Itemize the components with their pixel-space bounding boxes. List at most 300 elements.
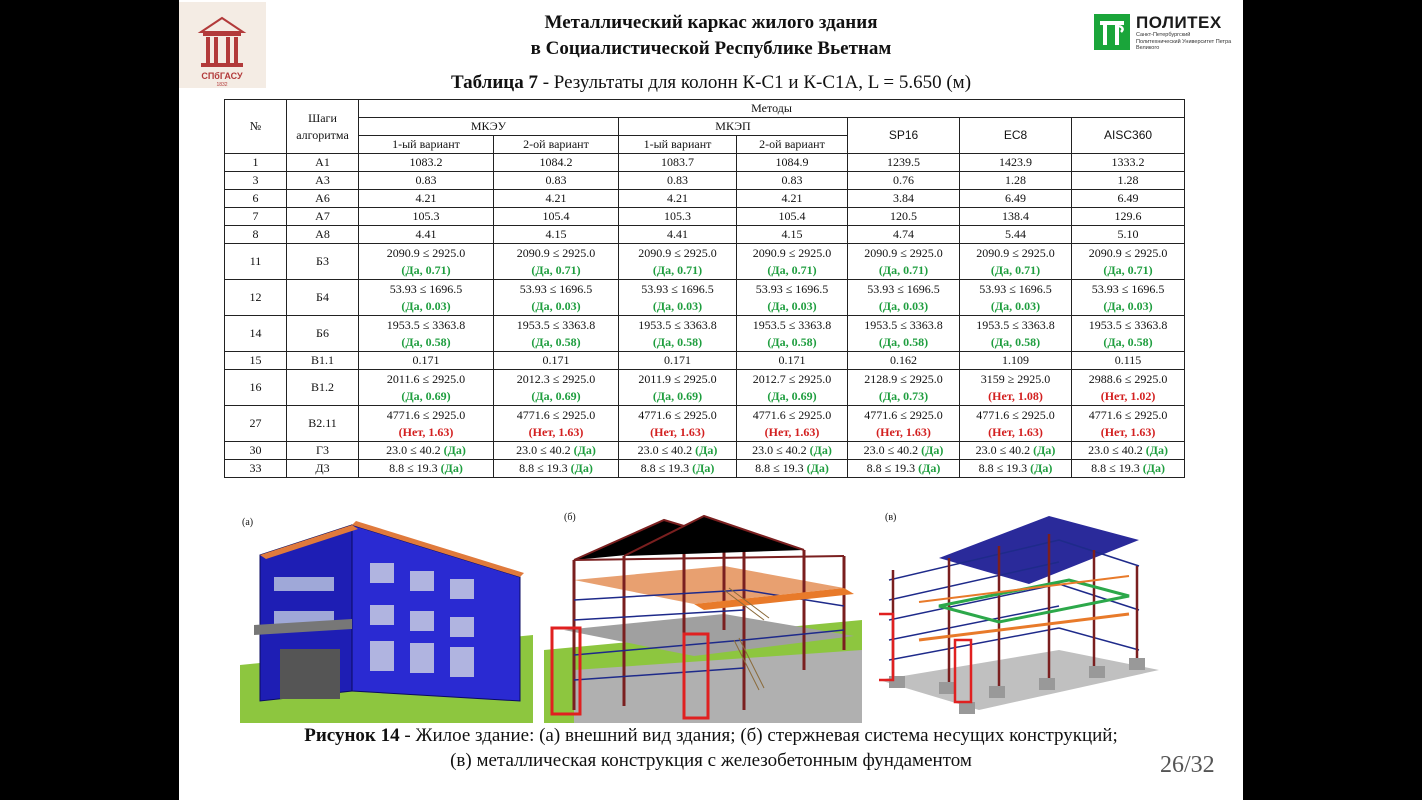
cell-value-text: 0.83	[781, 173, 803, 187]
status-no: (Нет, 1.02)	[1100, 388, 1156, 403]
cell-value-text: 2011.6 ≤ 2925.0	[386, 371, 466, 386]
figure-a-exterior	[240, 515, 533, 723]
cell-value	[960, 352, 1072, 370]
status-yes: (Да, 0.71)	[1103, 262, 1153, 277]
cell-value-text: 1083.7	[661, 155, 694, 169]
col-sub-mkeu-v1: 1-ый вариант	[359, 136, 494, 154]
cell-value-text: 6.49	[1117, 191, 1139, 205]
polytech-icon	[1094, 14, 1130, 50]
cell-value	[737, 316, 848, 352]
cell-value	[1072, 352, 1185, 370]
status-yes: (Да, 0.69)	[531, 388, 581, 403]
cell-value	[960, 442, 1072, 460]
cell-value-text: 23.0 ≤ 40.2	[1088, 443, 1146, 457]
cell-value-text: 0.171	[778, 353, 806, 367]
col-sub-mkep-v1: 1-ый вариант	[619, 136, 737, 154]
cell-value	[848, 442, 960, 460]
status-yes: (Да, 0.58)	[401, 334, 451, 349]
cell-value	[494, 172, 619, 190]
cell-value	[848, 190, 960, 208]
cell-value	[1072, 226, 1185, 244]
status-yes: (Да)	[1145, 443, 1168, 457]
col-header-steps: Шаги алгоритма	[287, 100, 359, 154]
cell-value	[619, 208, 737, 226]
status-yes: (Да)	[1142, 461, 1165, 475]
cell-value	[960, 226, 1072, 244]
status-yes: (Да, 0.71)	[878, 262, 929, 277]
cell-value-text: 53.93 ≤ 1696.5	[389, 281, 463, 296]
cell-value-text: 1239.5	[887, 155, 920, 169]
cell-value-text: 4.21	[781, 191, 803, 205]
cell-value	[359, 190, 494, 208]
figure-b-label: (б)	[564, 512, 576, 523]
cell-value	[848, 352, 960, 370]
cell-value	[494, 154, 619, 172]
cell-value	[619, 280, 737, 316]
slide-title-line2: в Социалистической Республике Вьетнам	[530, 38, 892, 59]
cell-no: 7	[225, 208, 287, 226]
cell-value-text: 53.93 ≤ 1696.5	[1091, 281, 1165, 296]
cell-step: Д3	[287, 460, 359, 478]
cell-value	[960, 316, 1072, 352]
cell-value-text: 23.0 ≤ 40.2	[637, 443, 696, 457]
figure-b-frame	[544, 510, 862, 723]
cell-step: A3	[287, 172, 359, 190]
cell-value	[960, 244, 1072, 280]
cell-value-text: 1.28	[1117, 173, 1139, 187]
cell-value	[494, 442, 619, 460]
cell-value-text: 53.93 ≤ 1696.5	[641, 281, 714, 296]
cell-value	[359, 352, 494, 370]
cell-value	[1072, 280, 1185, 316]
cell-value-text: 105.3	[412, 209, 440, 223]
status-no: (Нет, 1.63)	[764, 424, 820, 439]
table-row	[225, 226, 1185, 244]
status-yes: (Да, 0.71)	[767, 262, 817, 277]
col-group-mkeu: МКЭУ	[359, 118, 619, 136]
cell-value-text: 2988.6 ≤ 2925.0	[1088, 371, 1168, 386]
cell-step: B2.11	[287, 406, 359, 442]
cell-value-text: 8.8 ≤ 19.3	[755, 461, 807, 475]
table-row	[225, 172, 1185, 190]
cell-step: B1.1	[287, 352, 359, 370]
status-yes: (Да)	[806, 461, 829, 475]
cell-value	[359, 442, 494, 460]
cell-value-text: 2090.9 ≤ 2925.0	[864, 245, 943, 260]
table-row	[225, 244, 1185, 280]
status-yes: (Да, 0.71)	[990, 262, 1041, 277]
figure-caption-text: - Жилое здание: (а) внешний вид здания; (б) стержневая система несущих конструкций;	[399, 725, 1118, 746]
cell-value-text: 4.15	[781, 227, 803, 241]
status-yes: (Да, 0.58)	[531, 334, 581, 349]
cell-step: A8	[287, 226, 359, 244]
cell-value	[737, 280, 848, 316]
col-header-methods: Методы	[359, 100, 1185, 118]
cell-value	[359, 208, 494, 226]
cell-value-text: 4.41	[667, 227, 688, 241]
cell-value-text: 1953.5 ≤ 3363.8	[1088, 317, 1168, 332]
cell-value-text: 23.0 ≤ 40.2	[752, 443, 810, 457]
cell-value-text: 2128.9 ≤ 2925.0	[864, 371, 943, 386]
status-yes: (Да, 0.73)	[878, 388, 929, 403]
cell-value	[359, 280, 494, 316]
cell-value-text: 53.93 ≤ 1696.5	[867, 281, 940, 296]
cell-value	[619, 226, 737, 244]
cell-value	[619, 190, 737, 208]
cell-value-text: 2090.9 ≤ 2925.0	[386, 245, 466, 260]
status-yes: (Да)	[809, 443, 832, 457]
cell-value-text: 4771.6 ≤ 2925.0	[976, 407, 1055, 422]
status-yes: (Да, 0.58)	[990, 334, 1041, 349]
cell-value-text: 0.171	[412, 353, 440, 367]
cell-value	[1072, 316, 1185, 352]
status-yes: (Да, 0.03)	[401, 298, 451, 313]
cell-value	[960, 154, 1072, 172]
cell-value	[960, 370, 1072, 406]
cell-value-text: 1.28	[1005, 173, 1026, 187]
status-no: (Нет, 1.63)	[988, 424, 1043, 439]
cell-value	[737, 226, 848, 244]
cell-value-text: 2090.9 ≤ 2925.0	[1088, 245, 1168, 260]
cell-value	[737, 442, 848, 460]
cell-value	[848, 406, 960, 442]
col-header-ec8: EC8	[960, 118, 1072, 154]
status-yes: (Да)	[695, 443, 718, 457]
figure-caption-label: Рисунок 14	[304, 725, 400, 746]
cell-value	[737, 370, 848, 406]
cell-value-text: 4771.6 ≤ 2925.0	[752, 407, 832, 422]
cell-value	[1072, 370, 1185, 406]
cell-value	[848, 172, 960, 190]
cell-value-text: 2090.9 ≤ 2925.0	[976, 245, 1055, 260]
cell-value	[848, 226, 960, 244]
cell-value-text: 105.3	[664, 209, 691, 223]
cell-value	[1072, 244, 1185, 280]
cell-value	[494, 316, 619, 352]
cell-value	[359, 460, 494, 478]
cell-value-text: 53.93 ≤ 1696.5	[519, 281, 593, 296]
status-yes: (Да)	[692, 461, 715, 475]
cell-value-text: 4771.6 ≤ 2925.0	[638, 407, 717, 422]
status-yes: (Да, 0.03)	[1103, 298, 1153, 313]
cell-value-text: 1953.5 ≤ 3363.8	[752, 317, 832, 332]
cell-no: 11	[225, 244, 287, 280]
cell-value-text: 0.83	[545, 173, 567, 187]
table-row	[225, 352, 1185, 370]
cell-value-text: 2090.9 ≤ 2925.0	[752, 245, 832, 260]
cell-value	[737, 208, 848, 226]
cell-value	[619, 442, 737, 460]
figure-a-label: (а)	[242, 517, 254, 528]
cell-value-text: 1953.5 ≤ 3363.8	[386, 317, 466, 332]
col-group-mkep: МКЭП	[619, 118, 848, 136]
status-no: (Нет, 1.63)	[528, 424, 584, 439]
cell-value	[960, 190, 1072, 208]
cell-value	[848, 370, 960, 406]
cell-value-text: 4.21	[545, 191, 567, 205]
cell-value-text: 138.4	[1002, 209, 1029, 223]
status-yes: (Да, 0.69)	[652, 388, 703, 403]
cell-value	[1072, 172, 1185, 190]
cell-value	[619, 316, 737, 352]
cell-value-text: 1953.5 ≤ 3363.8	[638, 317, 717, 332]
cell-value-text: 4771.6 ≤ 2925.0	[864, 407, 943, 422]
status-yes: (Да, 0.58)	[767, 334, 817, 349]
cell-value	[619, 172, 737, 190]
cell-value-text: 5.10	[1117, 227, 1139, 241]
cell-value-text: 2090.9 ≤ 2925.0	[638, 245, 717, 260]
cell-value	[1072, 208, 1185, 226]
cell-value-text: 105.4	[778, 209, 806, 223]
cell-value	[960, 208, 1072, 226]
polytech-logo	[1094, 14, 1234, 54]
table-row	[225, 316, 1185, 352]
cell-value	[619, 460, 737, 478]
cell-value-text: 1084.2	[539, 155, 573, 169]
cell-step: Г3	[287, 442, 359, 460]
figure-c-foundation	[879, 510, 1159, 723]
cell-value-text: 53.93 ≤ 1696.5	[979, 281, 1052, 296]
cell-value-text: 23.0 ≤ 40.2	[516, 443, 574, 457]
cell-value	[359, 244, 494, 280]
cell-value	[359, 316, 494, 352]
table-row	[225, 190, 1185, 208]
status-yes: (Да)	[1033, 443, 1056, 457]
table-row	[225, 154, 1185, 172]
col-sub-mkeu-v2: 2-ой вариант	[494, 136, 619, 154]
status-yes: (Да)	[573, 443, 596, 457]
status-yes: (Да, 0.03)	[990, 298, 1041, 313]
table-row	[225, 370, 1185, 406]
cell-value-text: 23.0 ≤ 40.2	[975, 443, 1034, 457]
col-header-aisc360: AISC360	[1072, 118, 1185, 154]
cell-value	[737, 460, 848, 478]
cell-value	[359, 226, 494, 244]
status-yes: (Да)	[570, 461, 593, 475]
cell-value-text: 1953.5 ≤ 3363.8	[516, 317, 596, 332]
cell-value-text: 1953.5 ≤ 3363.8	[864, 317, 943, 332]
cell-value-text: 23.0 ≤ 40.2	[863, 443, 922, 457]
cell-no: 3	[225, 172, 287, 190]
cell-value	[960, 406, 1072, 442]
cell-no: 15	[225, 352, 287, 370]
cell-value-text: 23.0 ≤ 40.2	[386, 443, 444, 457]
cell-value-text: 4.41	[415, 227, 437, 241]
status-yes: (Да, 0.03)	[878, 298, 929, 313]
table-row	[225, 406, 1185, 442]
cell-value	[494, 280, 619, 316]
cell-value	[848, 244, 960, 280]
cell-step: Б4	[287, 280, 359, 316]
table-row	[225, 460, 1185, 478]
cell-value	[960, 460, 1072, 478]
cell-value	[960, 172, 1072, 190]
status-yes: (Да, 0.58)	[878, 334, 929, 349]
cell-value-text: 8.8 ≤ 19.3	[978, 461, 1031, 475]
cell-value-text: 0.115	[1114, 353, 1142, 367]
cell-value-text: 1953.5 ≤ 3363.8	[976, 317, 1055, 332]
table-row	[225, 442, 1185, 460]
figure-caption-line1	[179, 725, 1243, 747]
status-yes: (Да, 0.69)	[401, 388, 451, 403]
cell-value-text: 105.4	[542, 209, 570, 223]
cell-step: A1	[287, 154, 359, 172]
cell-value-text: 120.5	[890, 209, 917, 223]
cell-no: 6	[225, 190, 287, 208]
cell-value-text: 53.93 ≤ 1696.5	[755, 281, 829, 296]
cell-no: 8	[225, 226, 287, 244]
cell-value	[619, 244, 737, 280]
cell-value-text: 8.8 ≤ 19.3	[389, 461, 441, 475]
status-yes: (Да)	[918, 461, 941, 475]
cell-value	[494, 460, 619, 478]
results-table	[224, 99, 1185, 478]
status-no: (Нет, 1.08)	[988, 388, 1043, 403]
cell-value-text: 0.162	[890, 353, 917, 367]
cell-value	[848, 154, 960, 172]
status-yes: (Да, 0.71)	[652, 262, 703, 277]
cell-value-text: 0.76	[893, 173, 914, 187]
cell-value-text: 8.8 ≤ 19.3	[519, 461, 571, 475]
cell-value-text: 4.21	[415, 191, 437, 205]
cell-value	[737, 154, 848, 172]
cell-value	[359, 406, 494, 442]
status-yes: (Да, 0.03)	[767, 298, 817, 313]
status-yes: (Да, 0.69)	[767, 388, 817, 403]
cell-value-text: 8.8 ≤ 19.3	[866, 461, 919, 475]
figure-caption-line2: (в) металлическая конструкция с железобетонным фундаментом	[450, 750, 972, 771]
cell-step: Б3	[287, 244, 359, 280]
cell-value	[737, 352, 848, 370]
cell-value	[494, 208, 619, 226]
cell-value	[1072, 442, 1185, 460]
table-row	[225, 208, 1185, 226]
cell-value-text: 3.84	[893, 191, 914, 205]
cell-value	[619, 406, 737, 442]
cell-value	[494, 352, 619, 370]
cell-value	[1072, 406, 1185, 442]
status-yes: (Да)	[443, 443, 466, 457]
status-yes: (Да, 0.71)	[401, 262, 451, 277]
cell-value	[737, 244, 848, 280]
cell-value-text: 4.74	[893, 227, 914, 241]
cell-no: 16	[225, 370, 287, 406]
cell-value-text: 2011.9 ≤ 2925.0	[638, 371, 717, 386]
cell-value	[359, 370, 494, 406]
status-yes: (Да)	[440, 461, 463, 475]
cell-value	[848, 316, 960, 352]
cell-value-text: 4771.6 ≤ 2925.0	[386, 407, 466, 422]
cell-no: 33	[225, 460, 287, 478]
cell-value-text: 2090.9 ≤ 2925.0	[516, 245, 596, 260]
table-row	[225, 280, 1185, 316]
cell-step: A7	[287, 208, 359, 226]
cell-value	[359, 172, 494, 190]
col-header-sp16: SP16	[848, 118, 960, 154]
logo-text: СПбГАСУ	[201, 71, 243, 81]
cell-value-text: 6.49	[1005, 191, 1026, 205]
col-header-no: №	[225, 100, 287, 154]
cell-value	[359, 154, 494, 172]
cell-value-text: 2012.3 ≤ 2925.0	[516, 371, 596, 386]
table-caption-text: - Результаты для колонн К-С1 и К-С1А, L = 5.650 (м)	[537, 72, 972, 93]
cell-value	[848, 280, 960, 316]
cell-value-text: 2012.7 ≤ 2925.0	[752, 371, 832, 386]
logo-year: 1832	[216, 82, 228, 88]
cell-value	[494, 226, 619, 244]
cell-value	[1072, 190, 1185, 208]
status-yes: (Да)	[1030, 461, 1053, 475]
cell-value-text: 4.15	[545, 227, 567, 241]
status-yes: (Да, 0.58)	[1103, 334, 1153, 349]
cell-value-text: 1423.9	[999, 155, 1032, 169]
cell-no: 1	[225, 154, 287, 172]
cell-value	[737, 406, 848, 442]
cell-value-text: 1083.2	[409, 155, 443, 169]
cell-no: 27	[225, 406, 287, 442]
cell-value-text: 4771.6 ≤ 2925.0	[1088, 407, 1168, 422]
cell-value	[1072, 154, 1185, 172]
cell-value-text: 0.83	[415, 173, 437, 187]
cell-step: A6	[287, 190, 359, 208]
cell-value-text: 0.83	[667, 173, 688, 187]
cell-value	[737, 172, 848, 190]
status-yes: (Да, 0.03)	[652, 298, 703, 313]
cell-no: 30	[225, 442, 287, 460]
cell-value	[494, 190, 619, 208]
cell-no: 14	[225, 316, 287, 352]
col-sub-mkep-v2: 2-ой вариант	[737, 136, 848, 154]
figure-c-label: (в)	[885, 512, 897, 523]
cell-value-text: 5.44	[1005, 227, 1026, 241]
table-caption	[179, 72, 1243, 94]
cell-value	[737, 190, 848, 208]
cell-value-text: 8.8 ≤ 19.3	[1091, 461, 1143, 475]
slide-title-line1: Металлический каркас жилого здания	[544, 12, 878, 33]
cell-step: Б6	[287, 316, 359, 352]
status-yes: (Да, 0.03)	[531, 298, 581, 313]
slide	[179, 0, 1243, 800]
cell-value	[494, 244, 619, 280]
cell-value-text: 1084.9	[775, 155, 809, 169]
status-yes: (Да, 0.58)	[652, 334, 703, 349]
cell-value-text: 3159 ≥ 2925.0	[980, 371, 1051, 386]
cell-value-text: 1.109	[1002, 353, 1029, 367]
polytech-name: ПОЛИТЕХ	[1136, 13, 1222, 32]
status-yes: (Да, 0.71)	[531, 262, 581, 277]
table-caption-label: Таблица 7	[450, 72, 538, 93]
cell-value	[619, 154, 737, 172]
cell-no: 12	[225, 280, 287, 316]
cell-value-text: 1333.2	[1111, 155, 1145, 169]
cell-value	[619, 370, 737, 406]
results-table-body	[225, 154, 1185, 478]
cell-value-text: 0.171	[664, 353, 691, 367]
polytech-subtitle: Санкт-Петербургский Политехнический Университет Петра Великого	[1136, 32, 1232, 51]
cell-value-text: 129.6	[1114, 209, 1142, 223]
cell-value-text: 8.8 ≤ 19.3	[640, 461, 693, 475]
cell-value	[619, 352, 737, 370]
cell-value-text: 0.171	[542, 353, 570, 367]
cell-value-text: 4.21	[667, 191, 688, 205]
cell-value	[960, 280, 1072, 316]
cell-value-text: 4771.6 ≤ 2925.0	[516, 407, 596, 422]
status-no: (Нет, 1.63)	[1100, 424, 1156, 439]
status-no: (Нет, 1.63)	[398, 424, 454, 439]
cell-value	[848, 208, 960, 226]
cell-value	[848, 460, 960, 478]
status-no: (Нет, 1.63)	[876, 424, 931, 439]
